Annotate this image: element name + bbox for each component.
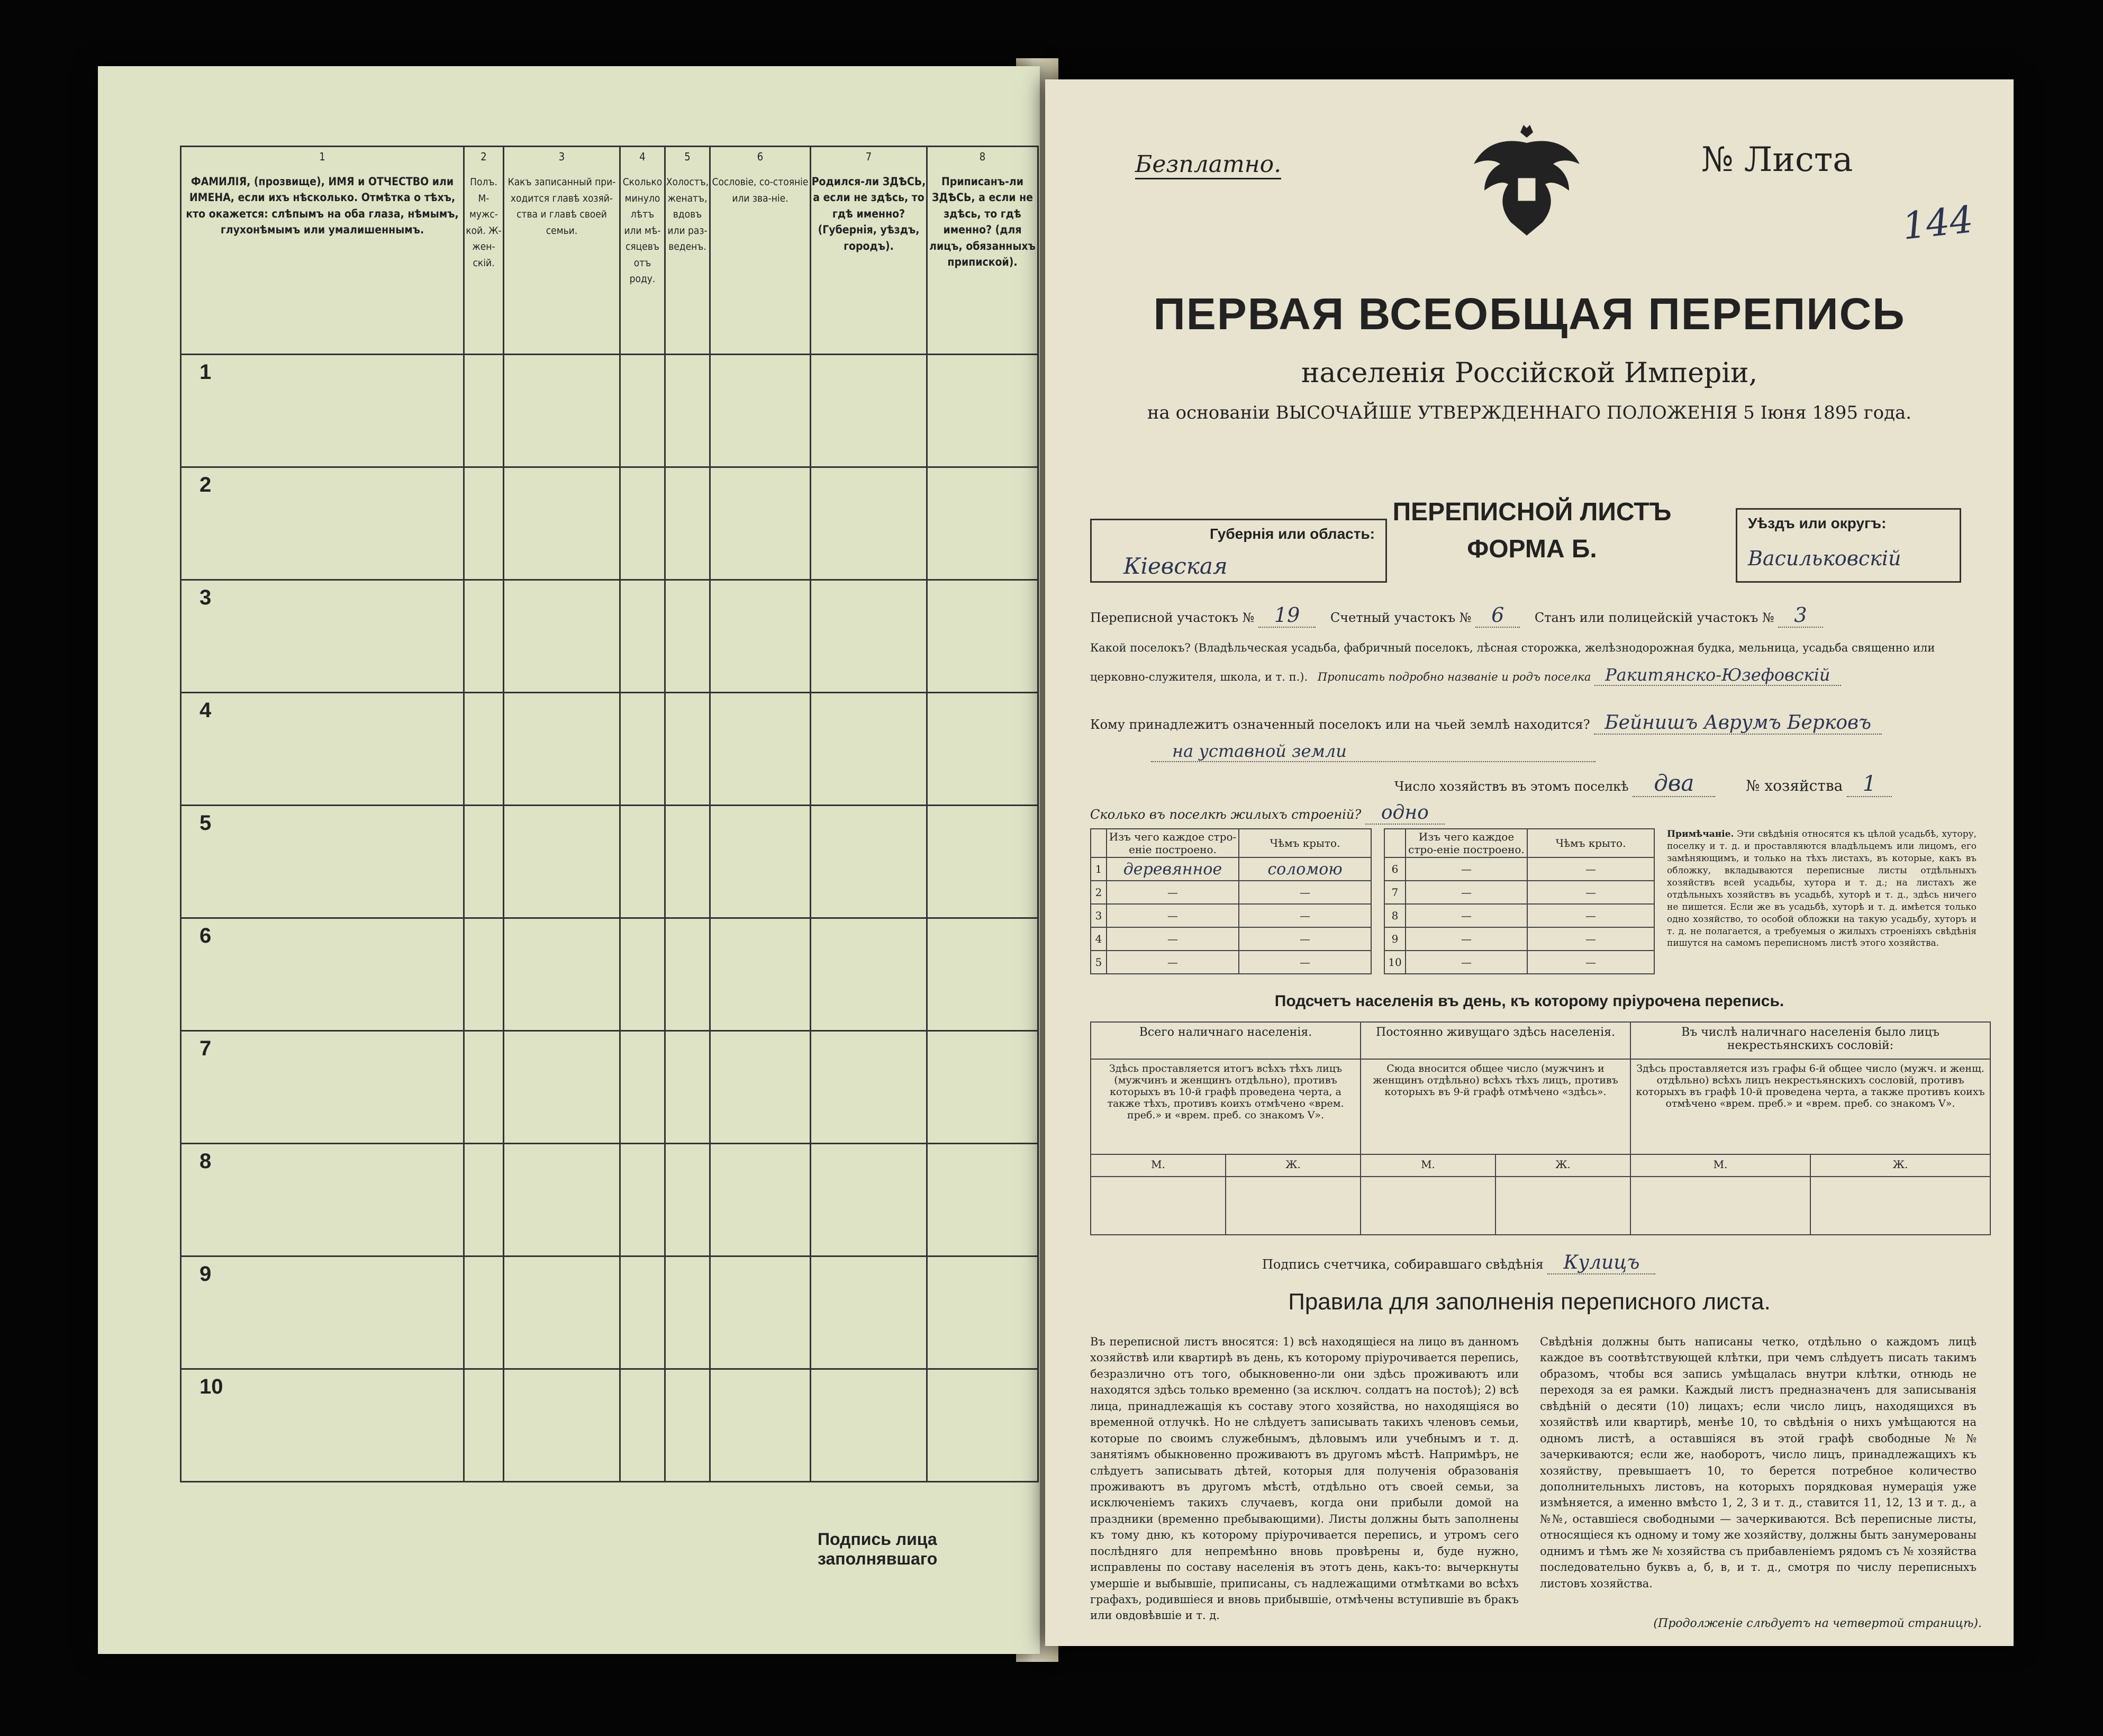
- female-label: Ж.: [1226, 1154, 1361, 1177]
- male-label: М.: [1091, 1154, 1226, 1177]
- table-cell: —: [1527, 927, 1654, 951]
- female-label: Ж.: [1495, 1154, 1630, 1177]
- table-cell: [665, 806, 710, 918]
- table-cell: [811, 1369, 927, 1482]
- table-cell: [504, 1144, 620, 1256]
- table-cell: [710, 806, 811, 918]
- census-area-value: 19: [1258, 603, 1316, 628]
- table-cell: [504, 467, 620, 580]
- buildings-value: одно: [1365, 802, 1445, 825]
- note-block: [1667, 828, 1977, 950]
- table-cell: [710, 467, 811, 580]
- table-cell: [1361, 1177, 1495, 1235]
- table-cell: [1091, 1177, 1226, 1235]
- left-page: [98, 66, 1040, 1654]
- table-cell: [927, 1031, 1038, 1144]
- rules-left-column: Въ переписной листъ вносятся: 1) всѣ находящіеся на лицо въ данномъ хозяйствѣ или квартирѣ въ день, къ которому пріурочивается перепись, безразлично отъ того, обыкновенно-ли они здѣсь проживаютъ или находятся здѣсь только временно (за исключ. солдатъ на постоѣ); 2) всѣ лица, принадлежащія къ составу этого хозяйства, но находящіяся во временной отлучкѣ. Но не слѣдуетъ записывать такихъ членовъ семьи, которые по своимъ служебнымъ, дѣловымъ или учебнымъ и т. д. занятіямъ обыкновенно проживаютъ въ другомъ мѣстѣ. Напримѣръ, не слѣдуетъ записывать дѣтей, которыя для полученія образованія проживаютъ въ другомъ мѣстѣ, отдѣльно отъ своей семьи, за исключеніемъ такихъ случаевъ, когда они прибыли домой на праздники (временно пребывающими). Листы должны быть заполнены къ тому дню, къ которому пріурочивается перепись, и утромъ сего послѣдняго для непремѣнно вновь провѣрены и, буде нужно, исправлены по составу населенія въ этотъ день, какъ-то: вычеркнуты умершіе и выбывшіе, приписаны, съ надлежащими отмѣтками во всѣхъ графахъ, родившіеся и вновь прибывшіе, отмѣчены вступившіе въ бракъ или овдовѣвшіе и т. д.: [1090, 1335, 1519, 1622]
- table-cell: [927, 918, 1038, 1031]
- rules-title: Правила для заполненія переписного листа.: [1288, 1289, 1771, 1315]
- table-cell: [811, 693, 927, 806]
- table-cell: —: [1406, 927, 1527, 951]
- table-cell: [811, 580, 927, 693]
- table-cell: [811, 918, 927, 1031]
- owner-label: Кому принадлежитъ означенный поселокъ или на чьей землѣ находится?: [1090, 717, 1590, 732]
- right-page: [1045, 79, 2014, 1646]
- settlement-label: Какой поселокъ? (Владѣльческая усадьба, фабричный поселокъ, лѣсная сторожка, желѣзнодорожная будка, мельница, усадьба священно или церковно-служителя, школа, и т. п.).: [1090, 641, 1935, 683]
- counter-signature-line: [1262, 1252, 1655, 1273]
- count-header-nonpeasant: Въ числѣ наличнаго населенія было лицъ некрестьянскихъ сословій:: [1630, 1022, 1990, 1059]
- row-number-cell: 6: [181, 918, 464, 1031]
- buildings-line: [1090, 802, 1445, 824]
- police-area-value: 3: [1778, 603, 1823, 628]
- police-area-label: Станъ или полицейскій участокъ №: [1534, 610, 1774, 625]
- table-cell: —: [1239, 927, 1371, 951]
- table-row: [181, 1031, 1038, 1144]
- col-header-7: 7 Родился-ли ЗДѢСЬ, а если не здѣсь, то гдѣ именно? (Губернія, уѣздъ, городъ).: [811, 147, 927, 355]
- note-title: Примѣчаніе.: [1667, 829, 1734, 839]
- table-cell: —: [1406, 904, 1527, 927]
- col-header-6: 6 Сословіе, со-стояніе или зва-ніе.: [710, 147, 811, 355]
- table-cell: [620, 467, 665, 580]
- table-row: [181, 1256, 1038, 1369]
- table-cell: [620, 355, 665, 467]
- row-number-cell: 9: [181, 1256, 464, 1369]
- owner-value: Бейнишъ Аврумъ Берковъ: [1594, 712, 1882, 735]
- note-text: Эти свѣдѣнія относятся къ цѣлой усадьбѣ, хутору, поселку и т. д. и проставляются владѣльцемъ или лицомъ, его замѣняющимъ, и только на тѣхъ листахъ, въ которые, какъ въ обложку, вкладываются переписные листы отдѣльныхъ хозяйствъ всей усадьбы, хутора и т. д.; на листахъ же отдѣльныхъ хозяйствъ въ усадьбѣ, хуторѣ и т. д., здѣсь ничего не пишется. Если же въ усадьбѣ, хуторѣ и т. д. имѣется только одно хозяйство, то особой обложки на такую усадьбу, хуторъ и т. д. не полагается, а требуемыя о жилыхъ строеніяхъ свѣдѣнія пишутся на самомъ переписномъ листѣ этого хозяйства.: [1667, 829, 1977, 949]
- table-cell: [710, 918, 811, 1031]
- sheet-number: № Листа: [1701, 140, 1853, 179]
- table-cell: [504, 918, 620, 1031]
- table-cell: [620, 693, 665, 806]
- district-label: Уѣздъ или округъ:: [1748, 515, 1887, 531]
- table-cell: 3: [1091, 904, 1107, 927]
- row-number-cell: 7: [181, 1031, 464, 1144]
- table-row: [1091, 904, 1371, 927]
- table-cell: [464, 1369, 504, 1482]
- table-cell: [1091, 829, 1107, 857]
- table-row: [1384, 951, 1654, 974]
- table-cell: 8: [1384, 904, 1406, 927]
- table-cell: 2: [1091, 881, 1107, 904]
- table-cell: [504, 1031, 620, 1144]
- row-number-cell: 1: [181, 355, 464, 467]
- province-value: Кіевская: [1123, 553, 1228, 579]
- table-cell: [1495, 1177, 1630, 1235]
- table-cell: [464, 1256, 504, 1369]
- table-cell: [620, 1256, 665, 1369]
- rules-right-column: Свѣдѣнія должны быть написаны четко, отдѣльно о каждомъ лицѣ каждое въ соотвѣтствующей клѣтки, при чемъ слѣдуетъ писать такимъ образомъ, чтобы вся запись умѣщалась внутри клѣтки, отнюдь не переходя за ея рамки. Каждый листъ предназначенъ для записыванія свѣдѣній о десяти (10) лицахъ; если число лицъ, находящихся въ хозяйствѣ или квартирѣ, менѣе 10, то свѣдѣнія о нихъ умѣщаются на одномъ листѣ, а оставшіяся въ этой графѣ свободные №№ зачеркиваются; если же, наоборотъ, число лицъ, принадлежащихъ къ хозяйству, превышаетъ 10, то берется потребное количество дополнительныхъ листовъ, на которыхъ порядковая нумерація уже измѣняется, а именно вмѣсто 1, 2, 3 и т. д., ставится 11, 12, 13 и т. д., а №№, оставшіеся свободными — зачеркиваются. Всѣ переписные листы, относящіеся къ одному и тому же хозяйству, должны быть занумерованы однимъ и тѣмъ же № хозяйства съ прибавленіемъ рядомъ съ № хозяйства последовательно буквъ а, б, в, и т. д., смотря по числу переписныхъ листовъ хозяйства.: [1540, 1335, 1977, 1590]
- row-number-cell: 10: [181, 1369, 464, 1482]
- table-cell: [927, 1256, 1038, 1369]
- table-cell: 1: [1091, 857, 1107, 881]
- table-cell: [1384, 829, 1406, 857]
- table-row: [1384, 881, 1654, 904]
- households-line: [1394, 770, 1977, 796]
- row-number-cell: 4: [181, 693, 464, 806]
- col-header-2: 2 Полъ. М-мужс-кой. Ж-жен-скій.: [464, 147, 504, 355]
- table-row: [1091, 951, 1371, 974]
- district-value: Васильковскій: [1748, 547, 1901, 570]
- table-cell: [1810, 1177, 1990, 1235]
- table-cell: 4: [1091, 927, 1107, 951]
- row-number-cell: 8: [181, 1144, 464, 1256]
- households-value: два: [1633, 770, 1715, 797]
- page-title: ПЕРВАЯ ВСЕОБЩАЯ ПЕРЕПИСЬ: [1153, 289, 1906, 339]
- table-row: [181, 918, 1038, 1031]
- table-cell: [811, 1256, 927, 1369]
- continued-note: (Продолженіе слѣдуетъ на четвертой страницѣ).: [1653, 1617, 1982, 1630]
- table-cell: 9: [1384, 927, 1406, 951]
- buildings-material-header: Изъ чего каждое стро-еніе построено.: [1107, 829, 1239, 857]
- page-subtitle: населенія Россійской Имперіи,: [1301, 357, 1758, 389]
- settlement-note: Прописать подробно названіе и родъ поселка: [1317, 670, 1591, 683]
- table-cell: —: [1527, 881, 1654, 904]
- table-cell: [665, 693, 710, 806]
- owner-line: [1090, 712, 1990, 734]
- table-cell: [710, 1369, 811, 1482]
- count-header-total: Всего наличнаго населенія.: [1091, 1022, 1361, 1059]
- table-cell: [927, 806, 1038, 918]
- table-cell: [464, 806, 504, 918]
- owner-value-2: на уставной земли: [1151, 741, 1596, 762]
- households-label: Число хозяйствъ въ этомъ поселкѣ: [1394, 779, 1629, 794]
- table-row: [181, 1369, 1038, 1482]
- buildings-table-right: [1384, 828, 1655, 974]
- household-number-label: № хозяйства: [1746, 777, 1843, 794]
- census-area-line: [1090, 603, 1990, 627]
- table-cell: 7: [1384, 881, 1406, 904]
- male-label: М.: [1361, 1154, 1495, 1177]
- table-cell: [464, 918, 504, 1031]
- table-row: [1384, 857, 1654, 881]
- row-number-cell: 3: [181, 580, 464, 693]
- table-cell: соломою: [1239, 857, 1371, 881]
- table-cell: [504, 806, 620, 918]
- settlement-line: [1090, 638, 1990, 691]
- table-cell: 6: [1384, 857, 1406, 881]
- table-cell: [710, 693, 811, 806]
- col-header-3: 3 Какъ записанный при-ходится главѣ хозяй-ства и главѣ своей семьи.: [504, 147, 620, 355]
- free-label: Безплатно.: [1135, 151, 1281, 179]
- table-row: [1091, 927, 1371, 951]
- table-cell: [504, 1256, 620, 1369]
- count-desc-total: Здѣсь проставляется итогъ всѣхъ тѣхъ лицъ (мужчинъ и женщинъ отдѣльно), противъ которыхъ въ 10-й графѣ проведена черта, а также тѣхъ, противъ коихъ отмѣчено «врем. преб.» и «врем. преб. со знакомъ V».: [1091, 1059, 1361, 1154]
- buildings-label: Сколько въ поселкѣ жилыхъ строеній?: [1090, 807, 1362, 822]
- table-cell: [620, 806, 665, 918]
- table-cell: [504, 355, 620, 467]
- table-row: [1384, 927, 1654, 951]
- table-cell: [811, 467, 927, 580]
- sheet-number-value: 144: [1900, 197, 1975, 248]
- buildings-roof-header: Чѣмъ крыто.: [1527, 829, 1654, 857]
- census-table: [180, 146, 1039, 1482]
- settlement-value: Ракитянско-Юзефовскій: [1594, 665, 1841, 686]
- count-title: Подсчетъ населенія въ день, къ которому пріурочена перепись.: [1274, 992, 1784, 1010]
- table-cell: —: [1107, 951, 1239, 974]
- table-cell: [710, 580, 811, 693]
- table-cell: [665, 1256, 710, 1369]
- double-headed-eagle-icon: [1469, 122, 1585, 243]
- table-cell: —: [1406, 857, 1527, 881]
- table-cell: [927, 355, 1038, 467]
- table-cell: —: [1527, 857, 1654, 881]
- table-cell: —: [1107, 881, 1239, 904]
- table-cell: [665, 1031, 710, 1144]
- col-header-8: 8 Приписанъ-ли ЗДѢСЬ, а если не здѣсь, то гдѣ именно? (для лицъ, обязанныхъ припиской).: [927, 147, 1038, 355]
- district-box: [1736, 508, 1961, 583]
- form-title: ПЕРЕПИСНОЙ ЛИСТЪ: [1392, 498, 1672, 526]
- col-header-1: 1 ФАМИЛІЯ, (прозвище), ИМЯ и ОТЧЕСТВО или ИМЕНА, если ихъ нѣсколько. Отмѣтка о тѣхъ, кто окажется: слѣпымъ на оба глаза, нѣмымъ, глухонѣмымъ или умалишеннымъ.: [181, 147, 464, 355]
- page-subtitle-2: на основаніи ВЫСОЧАЙШЕ УТВЕРЖДЕННАГО ПОЛОЖЕНІЯ 5 Іюня 1895 года.: [1147, 402, 1912, 423]
- buildings-material-header: Изъ чего каждое стро-еніе построено.: [1406, 829, 1527, 857]
- counter-signature-label: Подпись счетчика, собиравшаго свѣдѣнія: [1262, 1257, 1544, 1272]
- form-subtitle: ФОРМА Б.: [1467, 535, 1597, 563]
- population-count-table: [1090, 1021, 1991, 1235]
- table-row: [1384, 904, 1654, 927]
- table-cell: [620, 1369, 665, 1482]
- table-cell: —: [1107, 927, 1239, 951]
- table-cell: —: [1527, 904, 1654, 927]
- table-cell: [927, 1144, 1038, 1256]
- table-cell: —: [1239, 904, 1371, 927]
- table-cell: [464, 580, 504, 693]
- buildings-table-left: [1090, 828, 1372, 974]
- count-desc-permanent: Сюда вносится общее число (мужчинъ и женщинъ отдѣльно) всѣхъ тѣхъ лицъ, противъ которыхъ въ 9-й графѣ отмѣчено «здѣсь».: [1361, 1059, 1630, 1154]
- row-number-cell: 2: [181, 467, 464, 580]
- table-cell: [1226, 1177, 1361, 1235]
- female-label: Ж.: [1810, 1154, 1990, 1177]
- table-cell: [620, 1144, 665, 1256]
- table-row: [1091, 881, 1371, 904]
- table-cell: [620, 918, 665, 1031]
- table-cell: 5: [1091, 951, 1107, 974]
- census-area-label: Переписной участокъ №: [1090, 610, 1255, 625]
- table-row: [181, 355, 1038, 467]
- table-row: [181, 806, 1038, 918]
- table-cell: [927, 693, 1038, 806]
- table-cell: [504, 1369, 620, 1482]
- household-number-value: 1: [1847, 772, 1892, 797]
- table-cell: —: [1239, 951, 1371, 974]
- count-header-permanent: Постоянно живущаго здѣсь населенія.: [1361, 1022, 1630, 1059]
- table-cell: [927, 467, 1038, 580]
- buildings-roof-header: Чѣмъ крыто.: [1239, 829, 1371, 857]
- table-row: [181, 580, 1038, 693]
- table-cell: —: [1406, 881, 1527, 904]
- table-cell: [710, 1031, 811, 1144]
- table-cell: [710, 1256, 811, 1369]
- table-row: [181, 1144, 1038, 1256]
- table-cell: —: [1239, 881, 1371, 904]
- counting-area-value: 6: [1475, 603, 1520, 628]
- table-row: [181, 467, 1038, 580]
- table-cell: [464, 355, 504, 467]
- census-header-row: [181, 147, 1038, 355]
- table-cell: 10: [1384, 951, 1406, 974]
- row-number-cell: 5: [181, 806, 464, 918]
- table-cell: [665, 355, 710, 467]
- table-cell: [665, 580, 710, 693]
- table-cell: [464, 467, 504, 580]
- table-cell: [927, 1369, 1038, 1482]
- table-cell: [665, 918, 710, 1031]
- table-cell: [504, 580, 620, 693]
- table-cell: [927, 580, 1038, 693]
- counter-signature-value: Кулицъ: [1547, 1252, 1655, 1274]
- table-cell: [665, 1369, 710, 1482]
- table-cell: [1630, 1177, 1810, 1235]
- male-label: М.: [1630, 1154, 1810, 1177]
- left-signature-label: Подпись лица заполнявшаго: [818, 1530, 938, 1568]
- count-desc-nonpeasant: Здѣсь проставляется изъ графы 6-й общее число (мужч. и женщ. отдѣльно) всѣхъ лицъ некрестьянскихъ сословій, противъ которыхъ въ графѣ 10-й проведена черта, а также противъ коихъ отмѣчено «врем. преб.» и «врем. преб. со знакомъ V».: [1630, 1059, 1990, 1154]
- table-cell: —: [1406, 951, 1527, 974]
- col-header-4: 4 Сколько минуло лѣтъ или мѣ-сяцевъ отъ роду.: [620, 147, 665, 355]
- table-cell: [464, 693, 504, 806]
- table-cell: [504, 693, 620, 806]
- table-cell: [811, 1031, 927, 1144]
- table-cell: [464, 1144, 504, 1256]
- table-row: [181, 693, 1038, 806]
- counting-area-label: Счетный участокъ №: [1330, 610, 1472, 625]
- table-cell: [620, 580, 665, 693]
- table-cell: [710, 1144, 811, 1256]
- province-label: Губернія или область:: [1209, 526, 1375, 542]
- table-cell: [710, 355, 811, 467]
- table-row: [1091, 857, 1371, 881]
- table-cell: [620, 1031, 665, 1144]
- table-cell: [811, 355, 927, 467]
- table-cell: [811, 806, 927, 918]
- col-header-5: 5 Холостъ, женатъ, вдовъ или раз-веденъ.: [665, 147, 710, 355]
- table-cell: —: [1527, 951, 1654, 974]
- table-cell: [811, 1144, 927, 1256]
- table-cell: [665, 467, 710, 580]
- table-cell: —: [1107, 904, 1239, 927]
- table-cell: [464, 1031, 504, 1144]
- table-cell: [665, 1144, 710, 1256]
- table-cell: деревянное: [1107, 857, 1239, 881]
